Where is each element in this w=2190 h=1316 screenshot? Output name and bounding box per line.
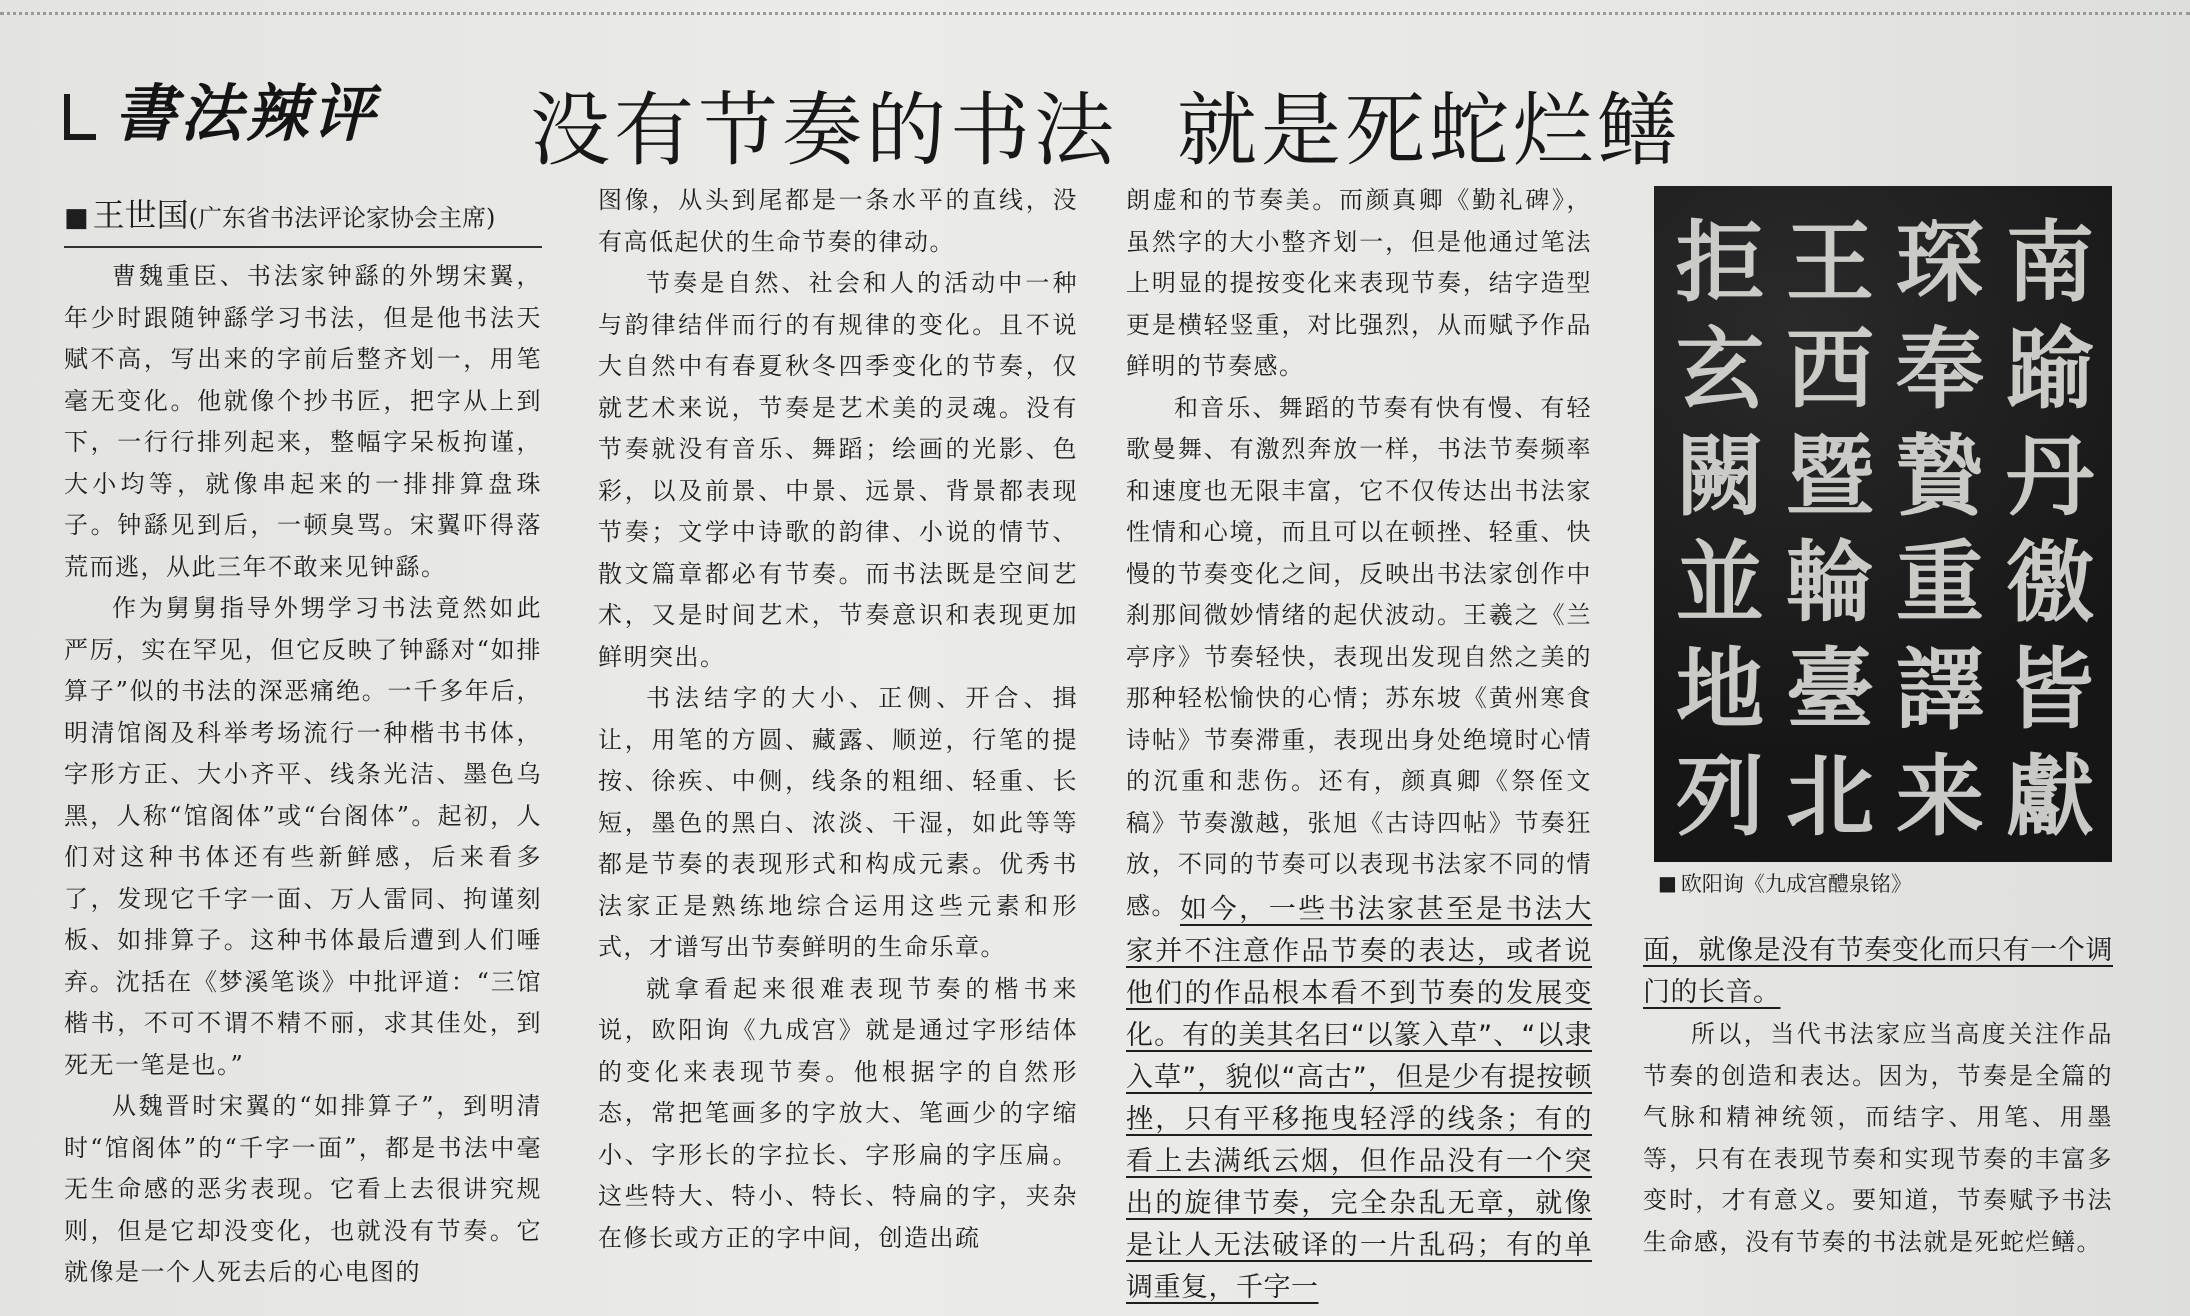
byline <box>64 190 542 248</box>
rubbing-column <box>1998 212 2102 852</box>
rubbing-character: 臺 <box>1785 637 1874 742</box>
rubbing-character: 琛 <box>1895 210 1984 314</box>
paragraph: 图像，从头到尾都是一条水平的直线，没有高低起伏的生命节奏的律动。 <box>598 186 1078 256</box>
rubbing-character: 王 <box>1785 210 1874 314</box>
rubbing-characters <box>1668 212 2102 852</box>
author-name: 王世国 <box>92 196 189 234</box>
paragraph <box>1643 930 2113 1014</box>
top-dotted-rule <box>0 12 2190 15</box>
paragraph: 朗虚和的节奏美。而颜真卿《勤礼碑》，虽然字的大小整齐划一，但是他通过笔法上明显的提按变化来表现节奏，结字造型更是横轻竖重，对比强烈，从而赋予作品鲜明的节奏感。 <box>1126 186 1592 380</box>
underlined-text: 如今，一些书法家甚至是书法大家并不注意作品节奏的表达，或者说他们的作品根本看不到节奏的发展变化。有的美其名曰“以篆入草”、“以隶入草”，貌似“高古”，但是少有提按顿挫，只有平移拖曳轻浮的线条；有的看上去满纸云烟，但作品没有一个突出的旋律节奏，完全杂乱无章，就像是让人无法破译的一片乱码；有的单调重复，千字一 <box>1126 894 1592 1303</box>
paragraph: 作为舅舅指导外甥学习书法竟然如此严厉，实在罕见，但它反映了钟繇对“如排算子”似的书法的深恶痛绝。一千多年后，明清馆阁及科举考场流行一种楷书书体，字形方正、大小齐平、线条光洁、墨色乌黑，人称“馆阁体”或“台阁体”。起初，人们对这种书体还有些新鲜感，后来看多了，发现它千字一面、万人雷同、拘谨刻板、如排算子。这种书体最后遭到人们唾弃。沈括在《梦溪笔谈》中批评道：“三馆楷书，不可不谓不精不丽，求其佳处，到死无一笔是也。” <box>64 594 542 1079</box>
caption-text: 欧阳询《九成宫醴泉铭》 <box>1680 872 1912 896</box>
rubbing-column <box>1778 212 1882 852</box>
rubbing-character: 踰 <box>2005 316 2094 421</box>
bracket-mark <box>64 94 96 140</box>
article-column-4 <box>1643 1014 2113 1263</box>
rubbing-character: 贄 <box>1895 423 1984 528</box>
paragraph: 曹魏重臣、书法家钟繇的外甥宋翼，年少时跟随钟繇学习书法，但是他书法天赋不高，写出来的字前后整齐划一，用笔毫无变化。他就像个抄书匠，把字从上到下，一行行排列起来，整幅字呆板拘谨，大小均等，就像串起来的一排排算盘珠子。钟繇见到后，一顿臭骂。宋翼吓得落荒而逃，从此三年不敢来见钟繇。 <box>64 262 542 581</box>
column-label: 書法辣评 <box>114 76 379 150</box>
article-column-3 <box>1126 180 1592 927</box>
rubbing-character: 重 <box>1895 530 1984 635</box>
rubbing-character: 丹 <box>2005 423 2094 528</box>
rubbing-column <box>1668 212 1772 852</box>
rubbing-character: 玄 <box>1675 316 1764 421</box>
paragraph: 和音乐、舞蹈的节奏有快有慢、有轻歌曼舞、有激烈奔放一样，书法节奏频率和速度也无限丰富，它不仅传达出书法家性情和心境，而且可以在顿挫、轻重、快慢的节奏变化之间，反映出书法家创作中刹那间微妙情绪的起伏波动。王羲之《兰亭序》节奏轻快，表现出发现自然之美的那种轻松愉快的心情；苏东坡《黄州寒食诗帖》节奏滞重，表现出身处绝境时心情的沉重和悲伤。还有，颜真卿《祭侄文稿》节奏激越，张旭《古诗四帖》节奏狂放，不同的节奏可以表现书法家不同的情感。 <box>1126 393 1592 920</box>
caption-mark: ■ <box>1658 871 1677 895</box>
rubbing-character: 西 <box>1785 316 1874 421</box>
paragraph: 所以，当代书法家应当高度关注作品节奏的创造和表达。因为，节奏是全篇的气脉和精神统领，而结字、用笔、用墨等，只有在表现节奏和实现节奏的丰富多变时，才有意义。要知道，节奏赋予书法生命感，没有节奏的书法就是死蛇烂鳝。 <box>1643 1020 2113 1256</box>
highlighted-passage <box>1126 889 1592 1309</box>
rubbing-character: 地 <box>1675 637 1764 742</box>
calligraphy-rubbing-image <box>1654 186 2112 862</box>
article-column-1 <box>64 256 542 1294</box>
paragraph <box>1126 889 1592 1309</box>
paragraph: 从魏晋时宋翼的“如排算子”，到明清时“馆阁体”的“千字一面”，都是书法中毫无生命感的恶劣表现。它看上去很讲究规则，但是它却没变化，也就没有节奏。它就像是一个人死去后的心电图的 <box>64 1092 542 1286</box>
rubbing-column <box>1888 212 1992 852</box>
rubbing-character: 闕 <box>1675 423 1764 528</box>
rubbing-character: 輪 <box>1785 530 1874 635</box>
rubbing-character: 列 <box>1675 743 1764 848</box>
author-affiliation: (广东省书法评论家协会主席) <box>188 204 496 232</box>
rubbing-character: 獻 <box>2005 743 2094 848</box>
rubbing-character: 来 <box>1895 743 1984 848</box>
byline-mark: ■ <box>64 203 89 233</box>
column-badge <box>64 62 378 154</box>
paragraph: 就拿看起来很难表现节奏的楷书来说，欧阳询《九成宫》就是通过字形结体的变化来表现节奏。他根据字的自然形态，常把笔画多的字放大、笔画少的字缩小、字形长的字拉长、字形扁的字压扁。这些特大、特小、特长、特扁的字，夹杂在修长或方正的字中间，创造出疏 <box>598 974 1078 1252</box>
rubbing-character: 南 <box>2005 210 2094 314</box>
rubbing-character: 譯 <box>1895 637 1984 742</box>
rubbing-character: 皆 <box>2005 637 2094 742</box>
rubbing-character: 並 <box>1675 530 1764 635</box>
paragraph: 书法结字的大小、正侧、开合、揖让，用笔的方圆、藏露、顺逆，行笔的提按、徐疾、中侧，线条的粗细、轻重、长短，墨色的黑白、浓淡、干湿，如此等等都是节奏的表现形式和构成元素。优秀书法家正是熟练地综合运用这些元素和形式，才谱写出节奏鲜明的生命乐章。 <box>598 684 1078 961</box>
rubbing-character: 拒 <box>1675 210 1764 314</box>
underlined-text: 面，就像是没有节奏变化而只有一个调门的长音。 <box>1643 935 2113 1008</box>
image-caption <box>1658 868 1912 898</box>
highlighted-passage-continued <box>1643 930 2113 1014</box>
rubbing-character: 北 <box>1785 743 1874 848</box>
rubbing-character: 暨 <box>1785 423 1874 528</box>
article-column-2 <box>598 180 1078 1259</box>
rubbing-character: 徼 <box>2005 530 2094 635</box>
paragraph: 节奏是自然、社会和人的活动中一种与韵律结伴而行的有规律的变化。且不说大自然中有春夏秋冬四季变化的节奏，仅就艺术来说，节奏是艺术美的灵魂。没有节奏就没有音乐、舞蹈；绘画的光影、色彩，以及前景、中景、远景、背景都表现节奏；文学中诗歌的韵律、小说的情节、散文篇章都必有节奏。而书法既是空间艺术，又是时间艺术，节奏意识和表现更加鲜明突出。 <box>598 269 1078 671</box>
headline: 没有节奏的书法 就是死蛇烂鳝 <box>530 84 1681 177</box>
rubbing-character: 奉 <box>1895 316 1984 421</box>
